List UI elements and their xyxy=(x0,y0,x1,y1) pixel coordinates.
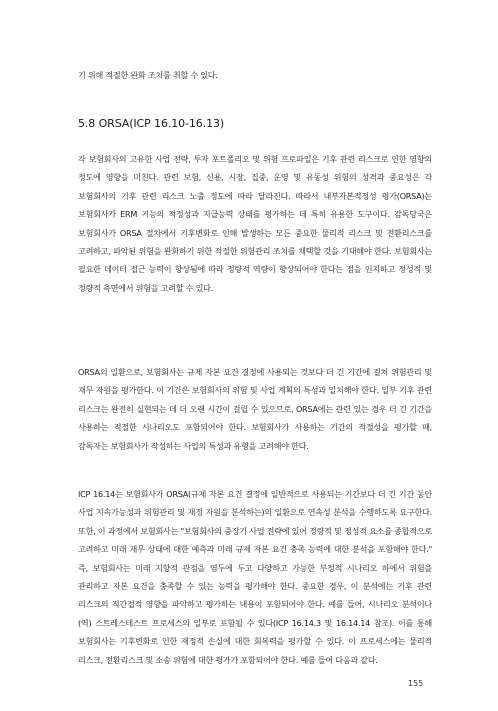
body-paragraph-3: ICP 16.14는 보험회사가 ORSA(규제 자본 요건 결정에 일반적으로 사용되는 기간보다 더 긴 기간 동안 사업 지속가능성과 위험관리 및 재정 자원을 분석하는)의 일환으로 연속성 분석을 수행하도록 요구한다. 또한, 이 과정에서 보험회사는 "보험회사의 중장기 사업 전략에 있어 정량적 및 정성적 요소를 종합적으로 고려하고 미래 재무 상태에 대한 예측과 미래 규제 자본 요건 충족 능력에 대한 분석을 포함해야 한다." 즉, 보험회사는 미래 지향적 관점을 염두에 두고 다양하고 가능한 부정적 시나리오 하에서 위험을 관리하고 자본 요건을 충족할 수 있는 능력을 평가해야 한다. 중요한 경우, 이 분석에는 기후 관련 리스크의 직간접적 영향을 파악하고 평가하는 내용이 포함되어야 한다. 예를 들어, 시나리오 분석이나 (역) 스트레스테스트 프로세스의 일부로 포함될 수 있다(ICP 16.14.3 및 16.14.14 참조). 이를 통해 보험회사는 기후변화로 인한 재정적 손실에 대한 회복력을 평가할 수 있다. 이 프로세스에는 물리적 리스크, 전환리스크 및 소송 위험에 대한 평가가 포함되어야 한다. 예를 들어 다음과 같다. xyxy=(78,489,432,665)
body-paragraph-2: ORSA의 일환으로, 보험회사는 규제 자본 요건 결정에 사용되는 것보다 더 긴 기간에 걸쳐 위험관리 및 재무 자원을 평가한다. 이 기간은 보험회사의 위험 및 사업 계획의 특성과 일치해야 한다. 일부 기후 관련 리스크는 완전히 실현되는 데 더 오랜 시간이 걸릴 수 있으므로, ORSA에는 관련 있는 경우 더 긴 기간을 사용하는 적절한 시나리오도 포함되어야 한다. 보험회사가 사용하는 기간의 적절성을 평가할 때, 감독자는 보험회사가 작성하는 사업의 특성과 유형을 고려해야 한다. xyxy=(78,367,432,451)
lead-paragraph: 기 위해 적절한 완화 조치를 취할 수 있다. xyxy=(78,70,218,80)
section-heading: 5.8 ORSA(ICP 16.10-16.13) xyxy=(78,117,225,130)
body-paragraph-1: 각 보험회사의 고유한 사업 전략, 투자 포트폴리오 및 위험 프로파일은 기후 관련 리스크로 인한 영향의 정도에 영향을 미친다. 관련 보험, 신용, 시장, 집중, 운영 및 유동성 위험의 성격과 중요성은 각 보험회사의 기후 관련 리스크 노출 정도에 따라 달라진다. 따라서 내부자본적정성 평가(ORSA)는 보험회사가 ERM 기능의 적정성과 지급능력 상태를 평가하는 데 특히 유용한 도구이다. 감독당국은 보험회사가 ORSA 절차에서 기후변화로 인해 발생하는 모든 중요한 물리적 리스크 및 전환리스크를 고려하고, 파악된 위험을 완화하기 위한 적절한 위험관리 조치를 채택할 것을 기대해야 한다. 보험회사는 필요한 데이터 접근 능력이 향상됨에 따라 정량적 역량이 향상되어야 한다는 점을 인지하고 정성적 및 정량적 측면에서 위험을 고려할 수 있다. xyxy=(78,154,432,293)
page-number: 155 xyxy=(408,679,424,688)
